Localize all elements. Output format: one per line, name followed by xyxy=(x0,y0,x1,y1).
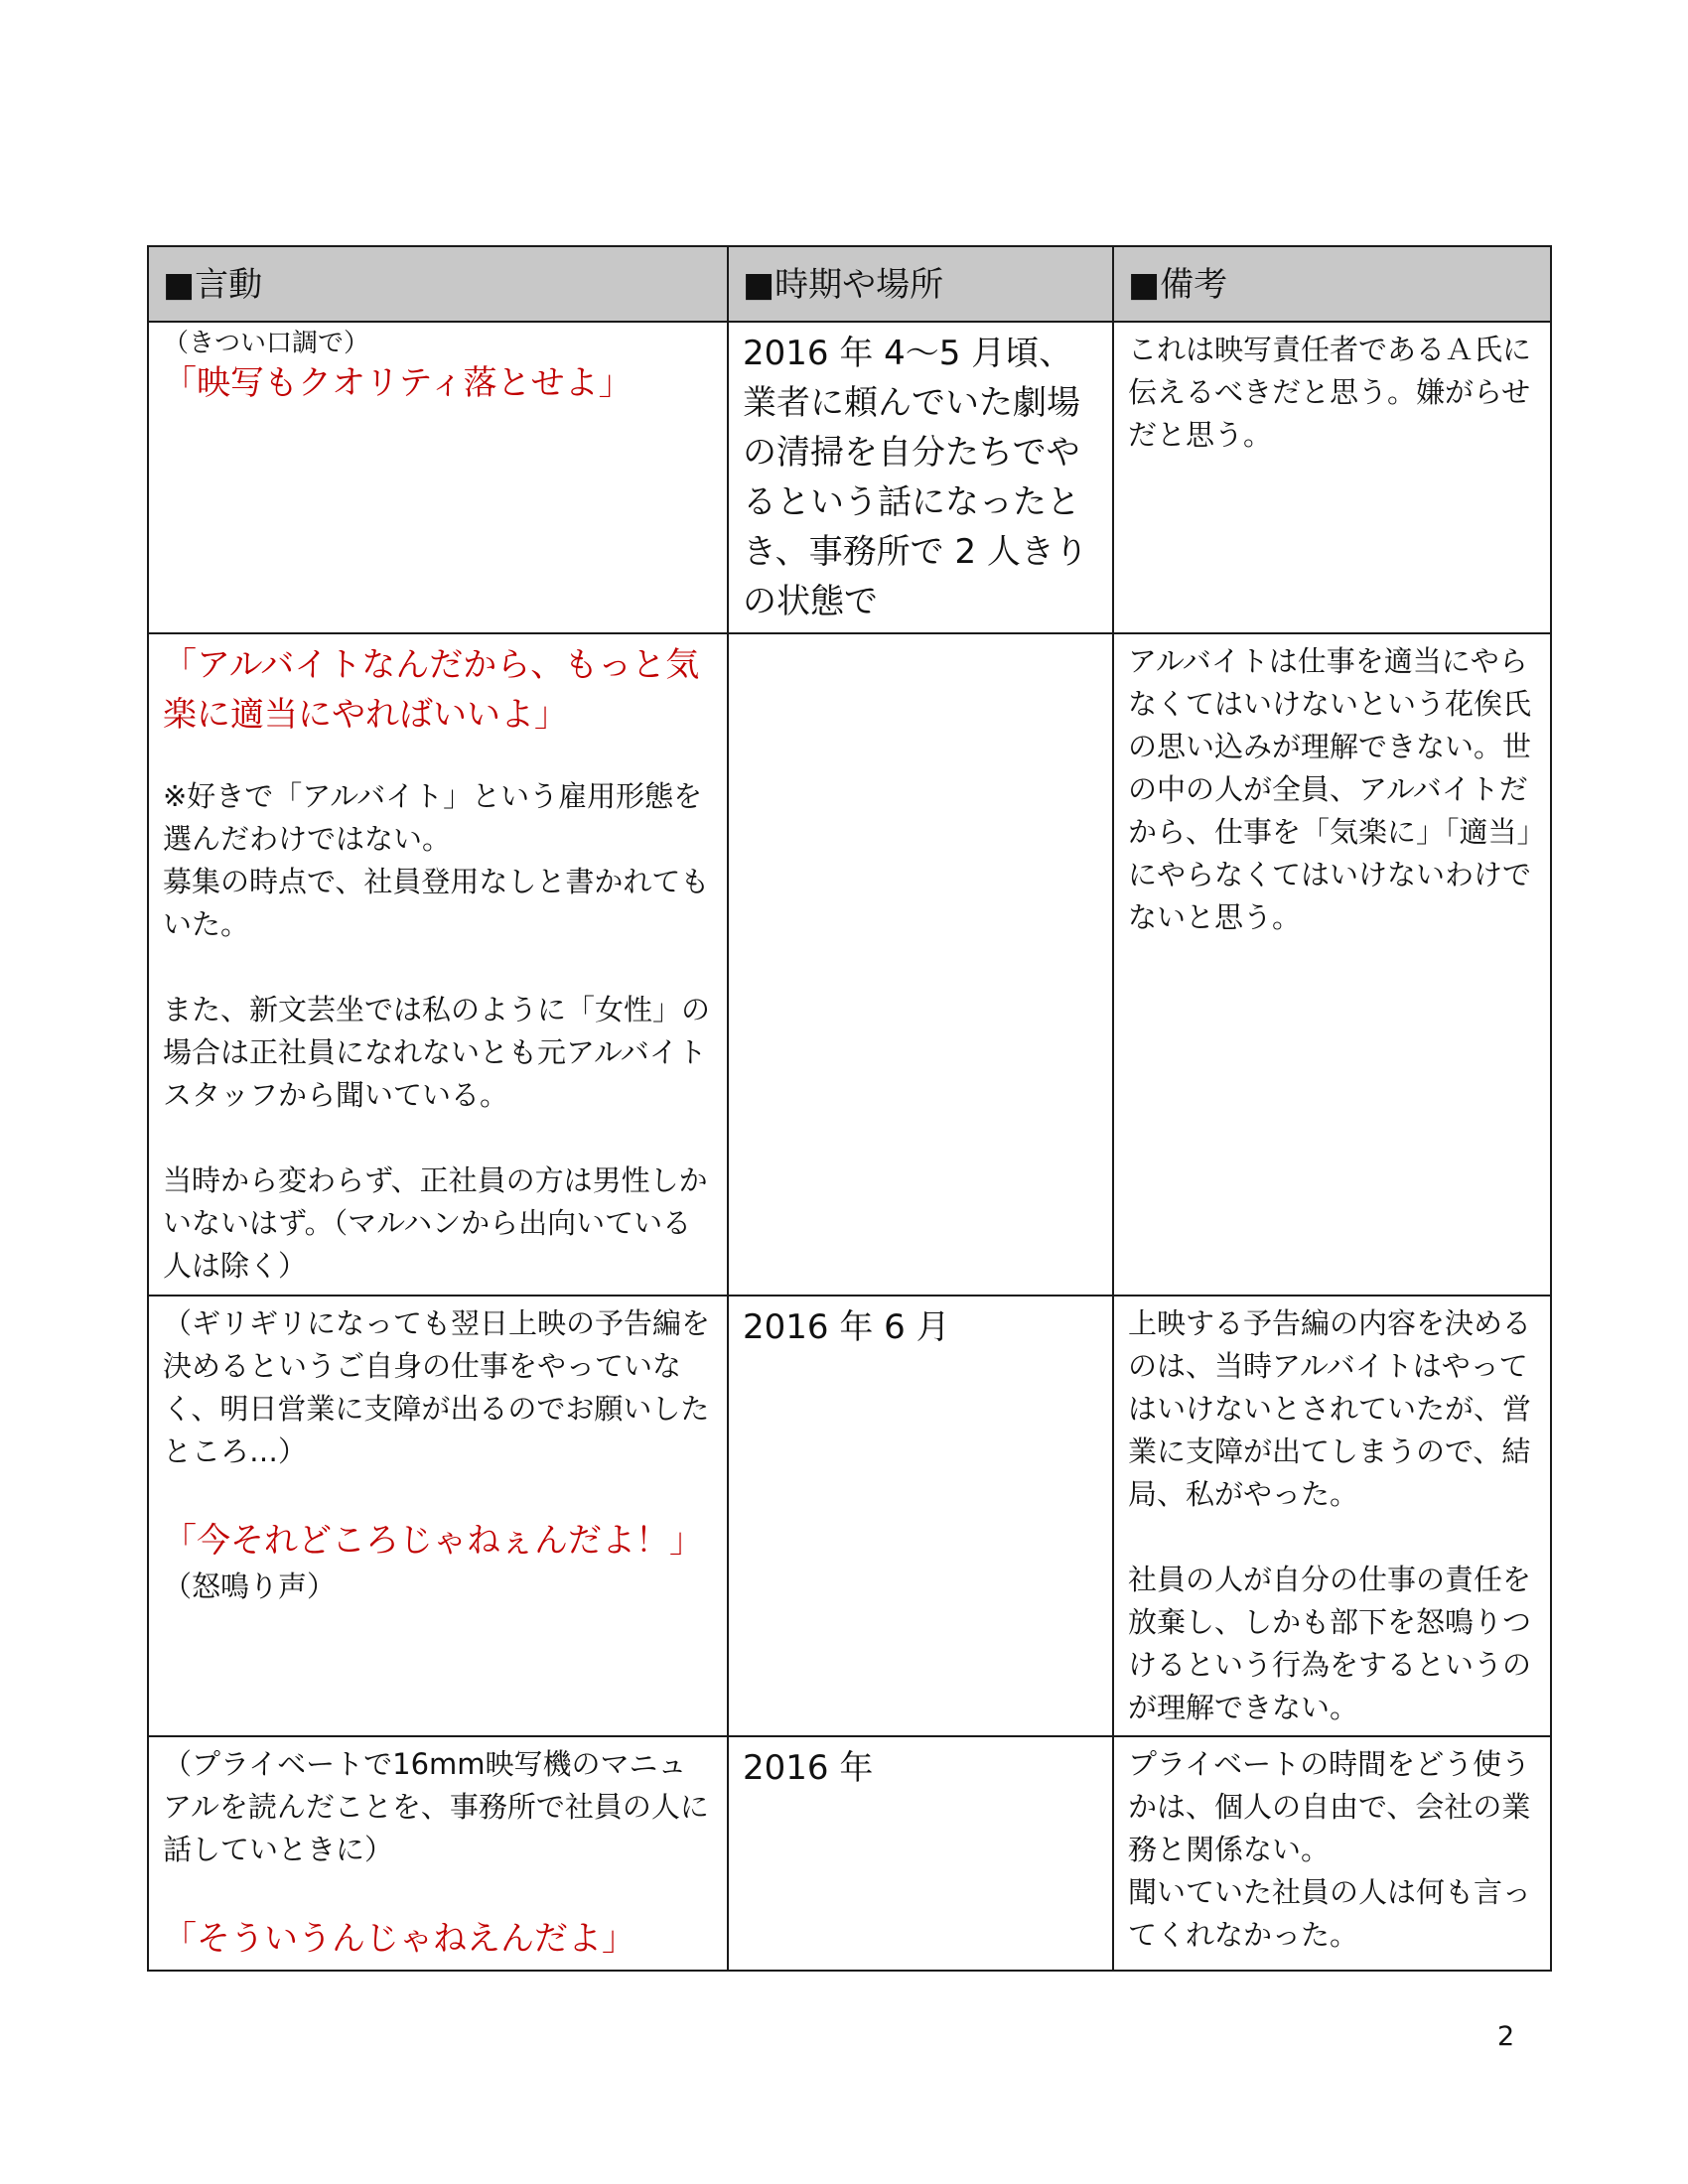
conduct-quote: 「映写もクオリティ落とせよ」 xyxy=(163,363,633,403)
notes-text: 社員の人が自分の仕事の責任を放棄し、しかも部下を怒鳴りつけるという行為をするというのが理解できない。 xyxy=(1128,1563,1532,1724)
conduct-context: （きつい口調で） xyxy=(163,329,370,358)
conduct-quote: 「今それどころじゃねぇんだよ！」 xyxy=(163,1521,703,1561)
time-place-cell xyxy=(728,633,1113,1296)
notes-text: プライベートの時間をどう使うかは、個人の自由で、会社の業務と関係ない。 xyxy=(1128,1747,1531,1866)
notes-cell xyxy=(1113,322,1551,633)
header-time-place: ■時期や場所 xyxy=(728,246,1113,322)
notes-cell xyxy=(1113,633,1551,1296)
conduct-note: ※好きで「アルバイト」という雇用形態を選んだわけではない。 xyxy=(163,779,703,856)
time-place-text: 2016 年 xyxy=(743,1748,874,1788)
conduct-cell xyxy=(148,1736,728,1971)
header-row xyxy=(148,246,1551,322)
conduct-context: （怒鳴り声） xyxy=(163,1570,337,1603)
conduct-quote: 「そういうんじゃねえんだよ」 xyxy=(163,1919,635,1959)
conduct-note: また、新文芸坐では私のように「女性」の場合は正社員になれないとも元アルバイトスタッフから聞いている。 xyxy=(163,993,711,1112)
table-row xyxy=(148,1736,1551,1971)
time-place-cell xyxy=(728,1736,1113,1971)
time-place-text: 2016 年 6 月 xyxy=(743,1307,950,1347)
table-row xyxy=(148,633,1551,1296)
notes-text: 聞いていた社員の人は何も言ってくれなかった。 xyxy=(1128,1875,1532,1952)
conduct-note: 当時から変わらず、正社員の方は男性しかいないはず。（マルハンから出向いている人は除く） xyxy=(163,1163,708,1283)
header-notes: ■備考 xyxy=(1113,246,1551,322)
time-place-cell xyxy=(728,1296,1113,1736)
header-conduct: ■言動 xyxy=(148,246,728,322)
notes-cell xyxy=(1113,1736,1551,1971)
complaint-table xyxy=(147,245,1552,1972)
conduct-cell xyxy=(148,1296,728,1736)
notes-text: 上映する予告編の内容を決めるのは、当時アルバイトはやってはいけないとされていたが、営業に支障が出てしまうので、結局、私がやった。 xyxy=(1128,1306,1532,1511)
conduct-cell xyxy=(148,322,728,633)
notes-text: アルバイトは仕事を適当にやらなくてはいけないという花俟氏の思い込みが理解できない。世の中の人が全員、アルバイトだから、仕事を「気楽に」「適当」にやらなくてはいけないわけでないと思う。 xyxy=(1128,644,1532,934)
time-place-text: 2016 年 4～5 月頃、業者に頼んでいた劇場の清掃を自分たちでやるという話になったとき、事務所で 2 人きりの状態で xyxy=(743,334,1088,621)
conduct-note: 募集の時点で、社員登用なしと書かれてもいた。 xyxy=(163,865,710,941)
notes-cell xyxy=(1113,1296,1551,1736)
conduct-context: （ギリギリになっても翌日上映の予告編を決めるというご自身の仕事をやっていなく、明日営業に支障が出るのでお願いしたところ…） xyxy=(163,1306,711,1468)
table-row xyxy=(148,322,1551,633)
time-place-cell xyxy=(728,322,1113,633)
conduct-quote: 「アルバイトなんだから、もっと気楽に適当にやればいいよ」 xyxy=(163,645,700,735)
conduct-context: （プライベートで16mm映写機のマニュアルを読んだことを、事務所で社員の人に話していときに） xyxy=(163,1747,709,1866)
notes-text: これは映写責任者であるＡ氏に伝えるべきだと思う。嫌がらせだと思う。 xyxy=(1128,333,1532,452)
conduct-cell xyxy=(148,633,728,1296)
page-number: 2 xyxy=(1497,2021,1515,2052)
table-row xyxy=(148,1296,1551,1736)
